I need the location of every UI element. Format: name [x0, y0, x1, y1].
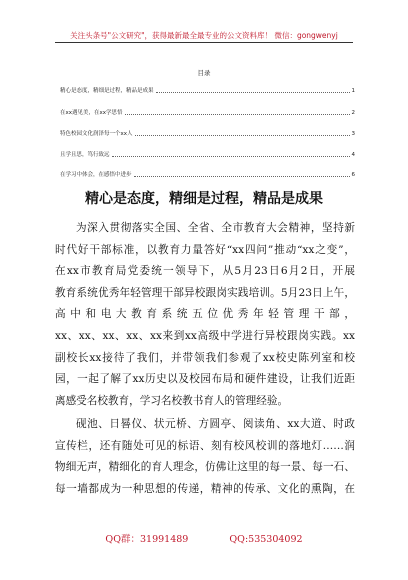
paragraph-line: 离感受名校教育，学习名校教书育人的管理经验。 [55, 394, 289, 407]
paragraph-line: 砚池、日晷仪、状元桥、方圆亭、阅读角、xx大道、时政 [76, 418, 355, 430]
footer-contact [0, 531, 408, 545]
toc-item-page: 6 [351, 172, 355, 178]
footer-qq-group: QQ群：31991489 [105, 534, 189, 545]
toc-leader-dots [156, 92, 350, 93]
toc-leader-dots [125, 114, 350, 115]
paragraph-line: 为深入贯彻落实全国、全省、全市教育大会精神，坚持新 [76, 222, 355, 234]
body-paragraph-1 [55, 218, 355, 412]
toc-leader-dots [135, 135, 350, 136]
document-title: 精心是态度，精细是过程，精品是成果 [85, 191, 323, 207]
body-paragraph-2 [55, 414, 355, 500]
toc-title: 目录 [197, 69, 211, 77]
toc-item-text: 精心是态度，精细是过程，精品是成果 [60, 88, 154, 94]
toc-item-page: 2 [351, 110, 355, 116]
toc-item-text: 在学习中体会，在感悟中进步 [60, 172, 132, 178]
toc-item-page: 4 [351, 152, 355, 158]
paragraph-line: 每一墙都成为一种思想的传递，精神的传承、文化的熏陶，在 [55, 482, 355, 495]
toc-item-page: 3 [351, 131, 355, 137]
paragraph-line: 副校长xx接待了我们，并带领我们参观了xx校史陈列室和校 [55, 351, 355, 364]
toc-item[interactable] [60, 168, 355, 178]
toc-item-text: 在xx遇见美，在xx学思悟 [60, 110, 123, 116]
paragraph-line: 宣传栏，还有随处可见的标语、刻有校风校训的落地灯……润 [55, 439, 355, 452]
paragraph-line: 教育系统优秀年轻管理干部异校跟岗实践培训。5月23日上午， [55, 286, 355, 299]
header-note: 关注头条号"公文研究"，获得最新最全最专业的公文资料库！ 微信：gongwenyj [70, 31, 338, 40]
paragraph-line: 高中和电大教育系统五位优秀年轻管理干部， [55, 308, 355, 321]
paragraph-line: 在xx市教育局党委统一领导下，从5月23日6月2日，开展 [55, 265, 355, 278]
paragraph-line: 园，一起了解了xx历史以及校园布局和硬件建设，让我们近距 [55, 373, 355, 386]
paragraph-line: xx、xx、xx、xx、xx来到xx高级中学进行异校跟岗实践。xx [55, 329, 355, 342]
toc-item-text: 且学且思，笃行致远 [60, 152, 110, 158]
toc-item[interactable] [60, 127, 355, 137]
toc-item[interactable] [60, 148, 355, 158]
toc-item[interactable] [60, 84, 355, 94]
paragraph-line: 时代好干部标准，以教育力量答好“xx四问”推动“xx之变”， [55, 243, 355, 256]
paragraph-line: 物细无声，精细化的育人理念，仿佛让这里的每一景、每一石、 [55, 461, 355, 474]
toc-leader-dots [112, 156, 350, 157]
toc-leader-dots [134, 176, 350, 177]
toc-item-page: 1 [351, 88, 355, 94]
header-divider [55, 42, 353, 43]
toc-item-text: 特色校园文化润泽每一个xx人 [60, 131, 133, 137]
footer-qq: QQ:535304092 [229, 534, 303, 545]
toc-item[interactable] [60, 106, 355, 116]
